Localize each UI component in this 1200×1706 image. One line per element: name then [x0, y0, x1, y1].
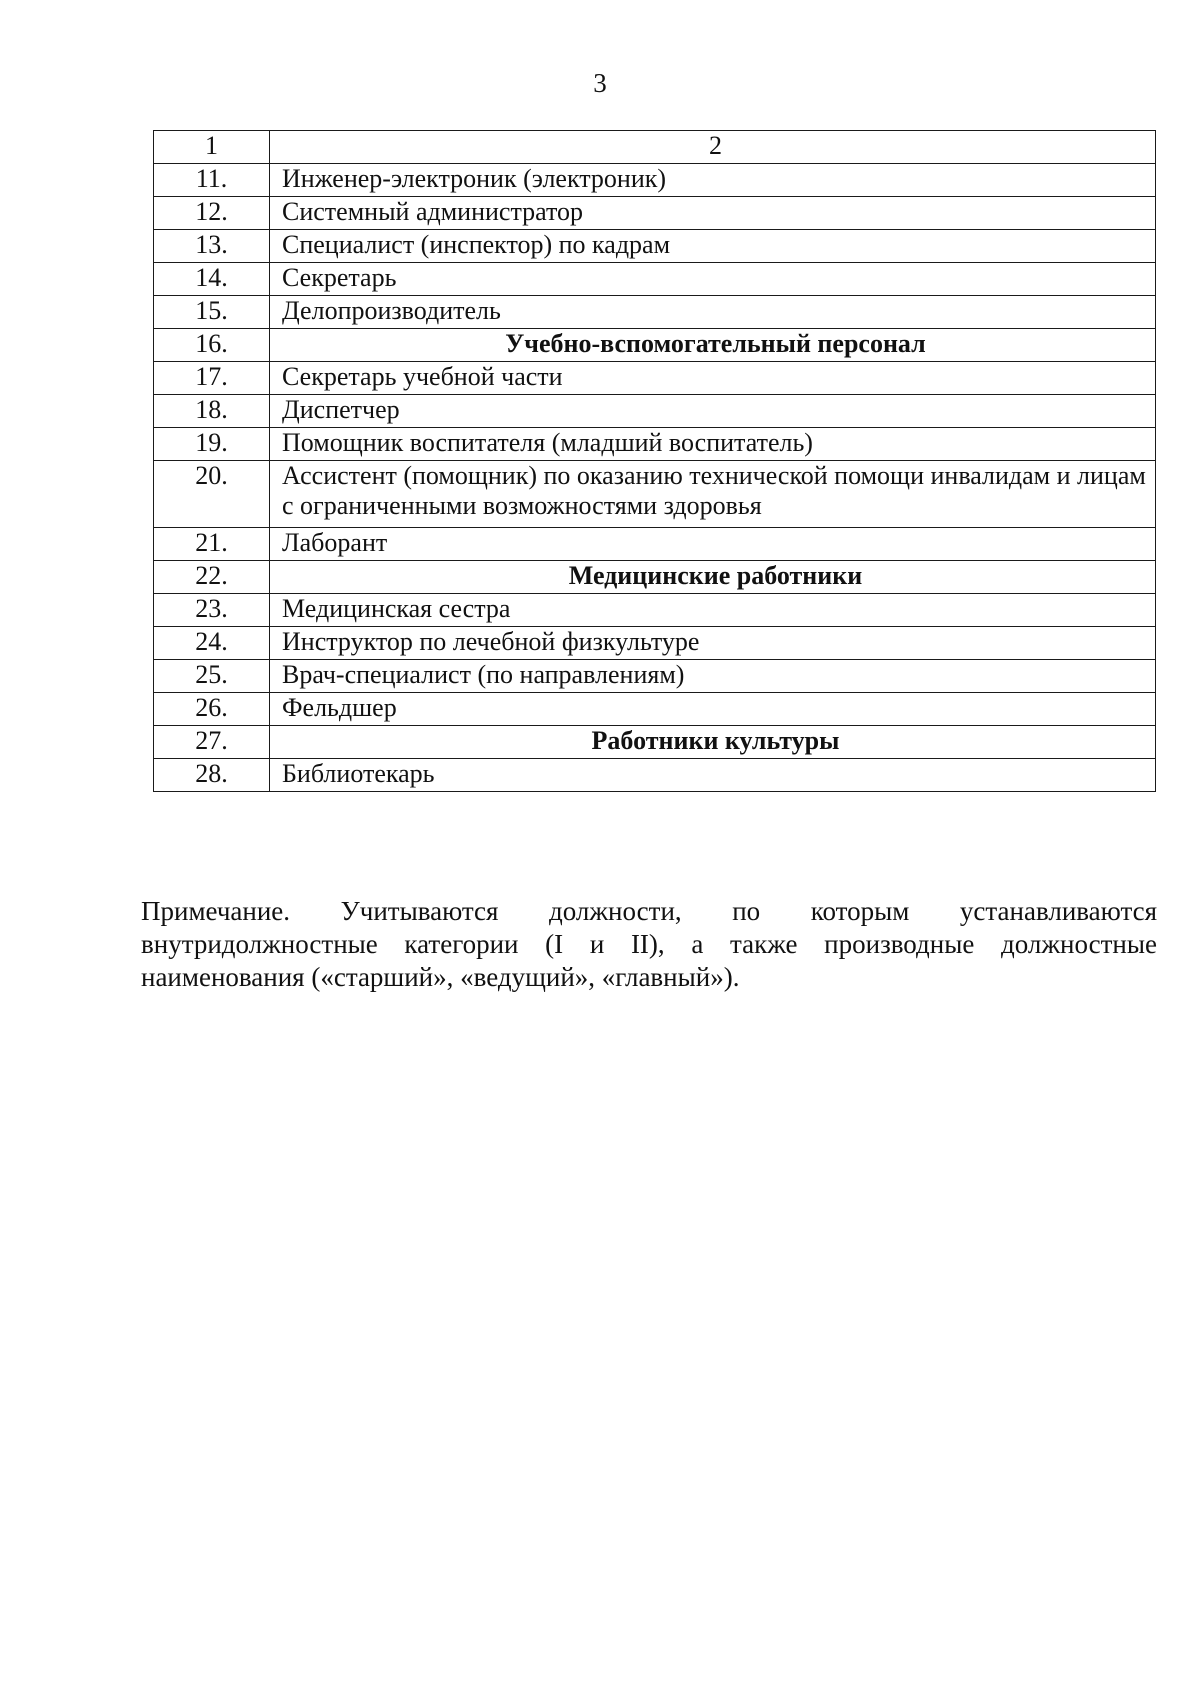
row-number: 15.	[154, 296, 270, 329]
table-row	[154, 428, 1156, 461]
table-row	[154, 461, 1156, 528]
row-number: 26.	[154, 693, 270, 726]
table-row	[154, 594, 1156, 627]
row-number: 16.	[154, 329, 270, 362]
table-row	[154, 528, 1156, 561]
row-number: 20.	[154, 461, 270, 528]
positions-table	[153, 130, 1156, 792]
row-number: 25.	[154, 660, 270, 693]
position-name: Лаборант	[270, 528, 1156, 561]
row-number: 18.	[154, 395, 270, 428]
page-number: 3	[593, 68, 607, 98]
row-number: 14.	[154, 263, 270, 296]
row-number: 13.	[154, 230, 270, 263]
row-number: 19.	[154, 428, 270, 461]
position-name: Делопроизводитель	[270, 296, 1156, 329]
row-number: 11.	[154, 164, 270, 197]
table-header-row	[154, 131, 1156, 164]
row-number: 27.	[154, 726, 270, 759]
row-number: 22.	[154, 561, 270, 594]
position-name: Врач-специалист (по направлениям)	[270, 660, 1156, 693]
position-name: Библиотекарь	[270, 759, 1156, 792]
position-name: Помощник воспитателя (младший воспитатель)	[270, 428, 1156, 461]
table-row	[154, 296, 1156, 329]
row-number: 24.	[154, 627, 270, 660]
position-name: Секретарь	[270, 263, 1156, 296]
note-paragraph: Примечание. Учитываются должности, по которым устанавливаются внутридолжностные категории (I и II), а также производные должностные наименования («старший», «ведущий», «главный»).	[141, 896, 1157, 992]
position-name: Системный администратор	[270, 197, 1156, 230]
row-number: 28.	[154, 759, 270, 792]
table-row	[154, 660, 1156, 693]
section-row	[154, 561, 1156, 594]
table-row	[154, 693, 1156, 726]
position-name: Секретарь учебной части	[270, 362, 1156, 395]
table-row	[154, 759, 1156, 792]
column-name-header: 2	[270, 131, 1156, 164]
column-number-header: 1	[154, 131, 270, 164]
position-name: Ассистент (помощник) по оказанию технической помощи инвалидам и лицам с ограниченными возможностями здоровья	[270, 461, 1156, 528]
table-row	[154, 395, 1156, 428]
position-name: Инженер-электроник (электроник)	[270, 164, 1156, 197]
position-name: Фельдшер	[270, 693, 1156, 726]
row-number: 23.	[154, 594, 270, 627]
table-row	[154, 197, 1156, 230]
row-number: 17.	[154, 362, 270, 395]
position-name: Медицинская сестра	[270, 594, 1156, 627]
position-name: Инструктор по лечебной физкультуре	[270, 627, 1156, 660]
row-number: 21.	[154, 528, 270, 561]
section-row	[154, 726, 1156, 759]
table-row	[154, 164, 1156, 197]
table-row	[154, 627, 1156, 660]
section-heading: Работники культуры	[270, 726, 1156, 759]
table-row	[154, 263, 1156, 296]
table-row	[154, 362, 1156, 395]
section-heading: Медицинские работники	[270, 561, 1156, 594]
table-row	[154, 230, 1156, 263]
section-heading: Учебно-вспомогательный персонал	[270, 329, 1156, 362]
section-row	[154, 329, 1156, 362]
position-name: Специалист (инспектор) по кадрам	[270, 230, 1156, 263]
position-name: Диспетчер	[270, 395, 1156, 428]
row-number: 12.	[154, 197, 270, 230]
